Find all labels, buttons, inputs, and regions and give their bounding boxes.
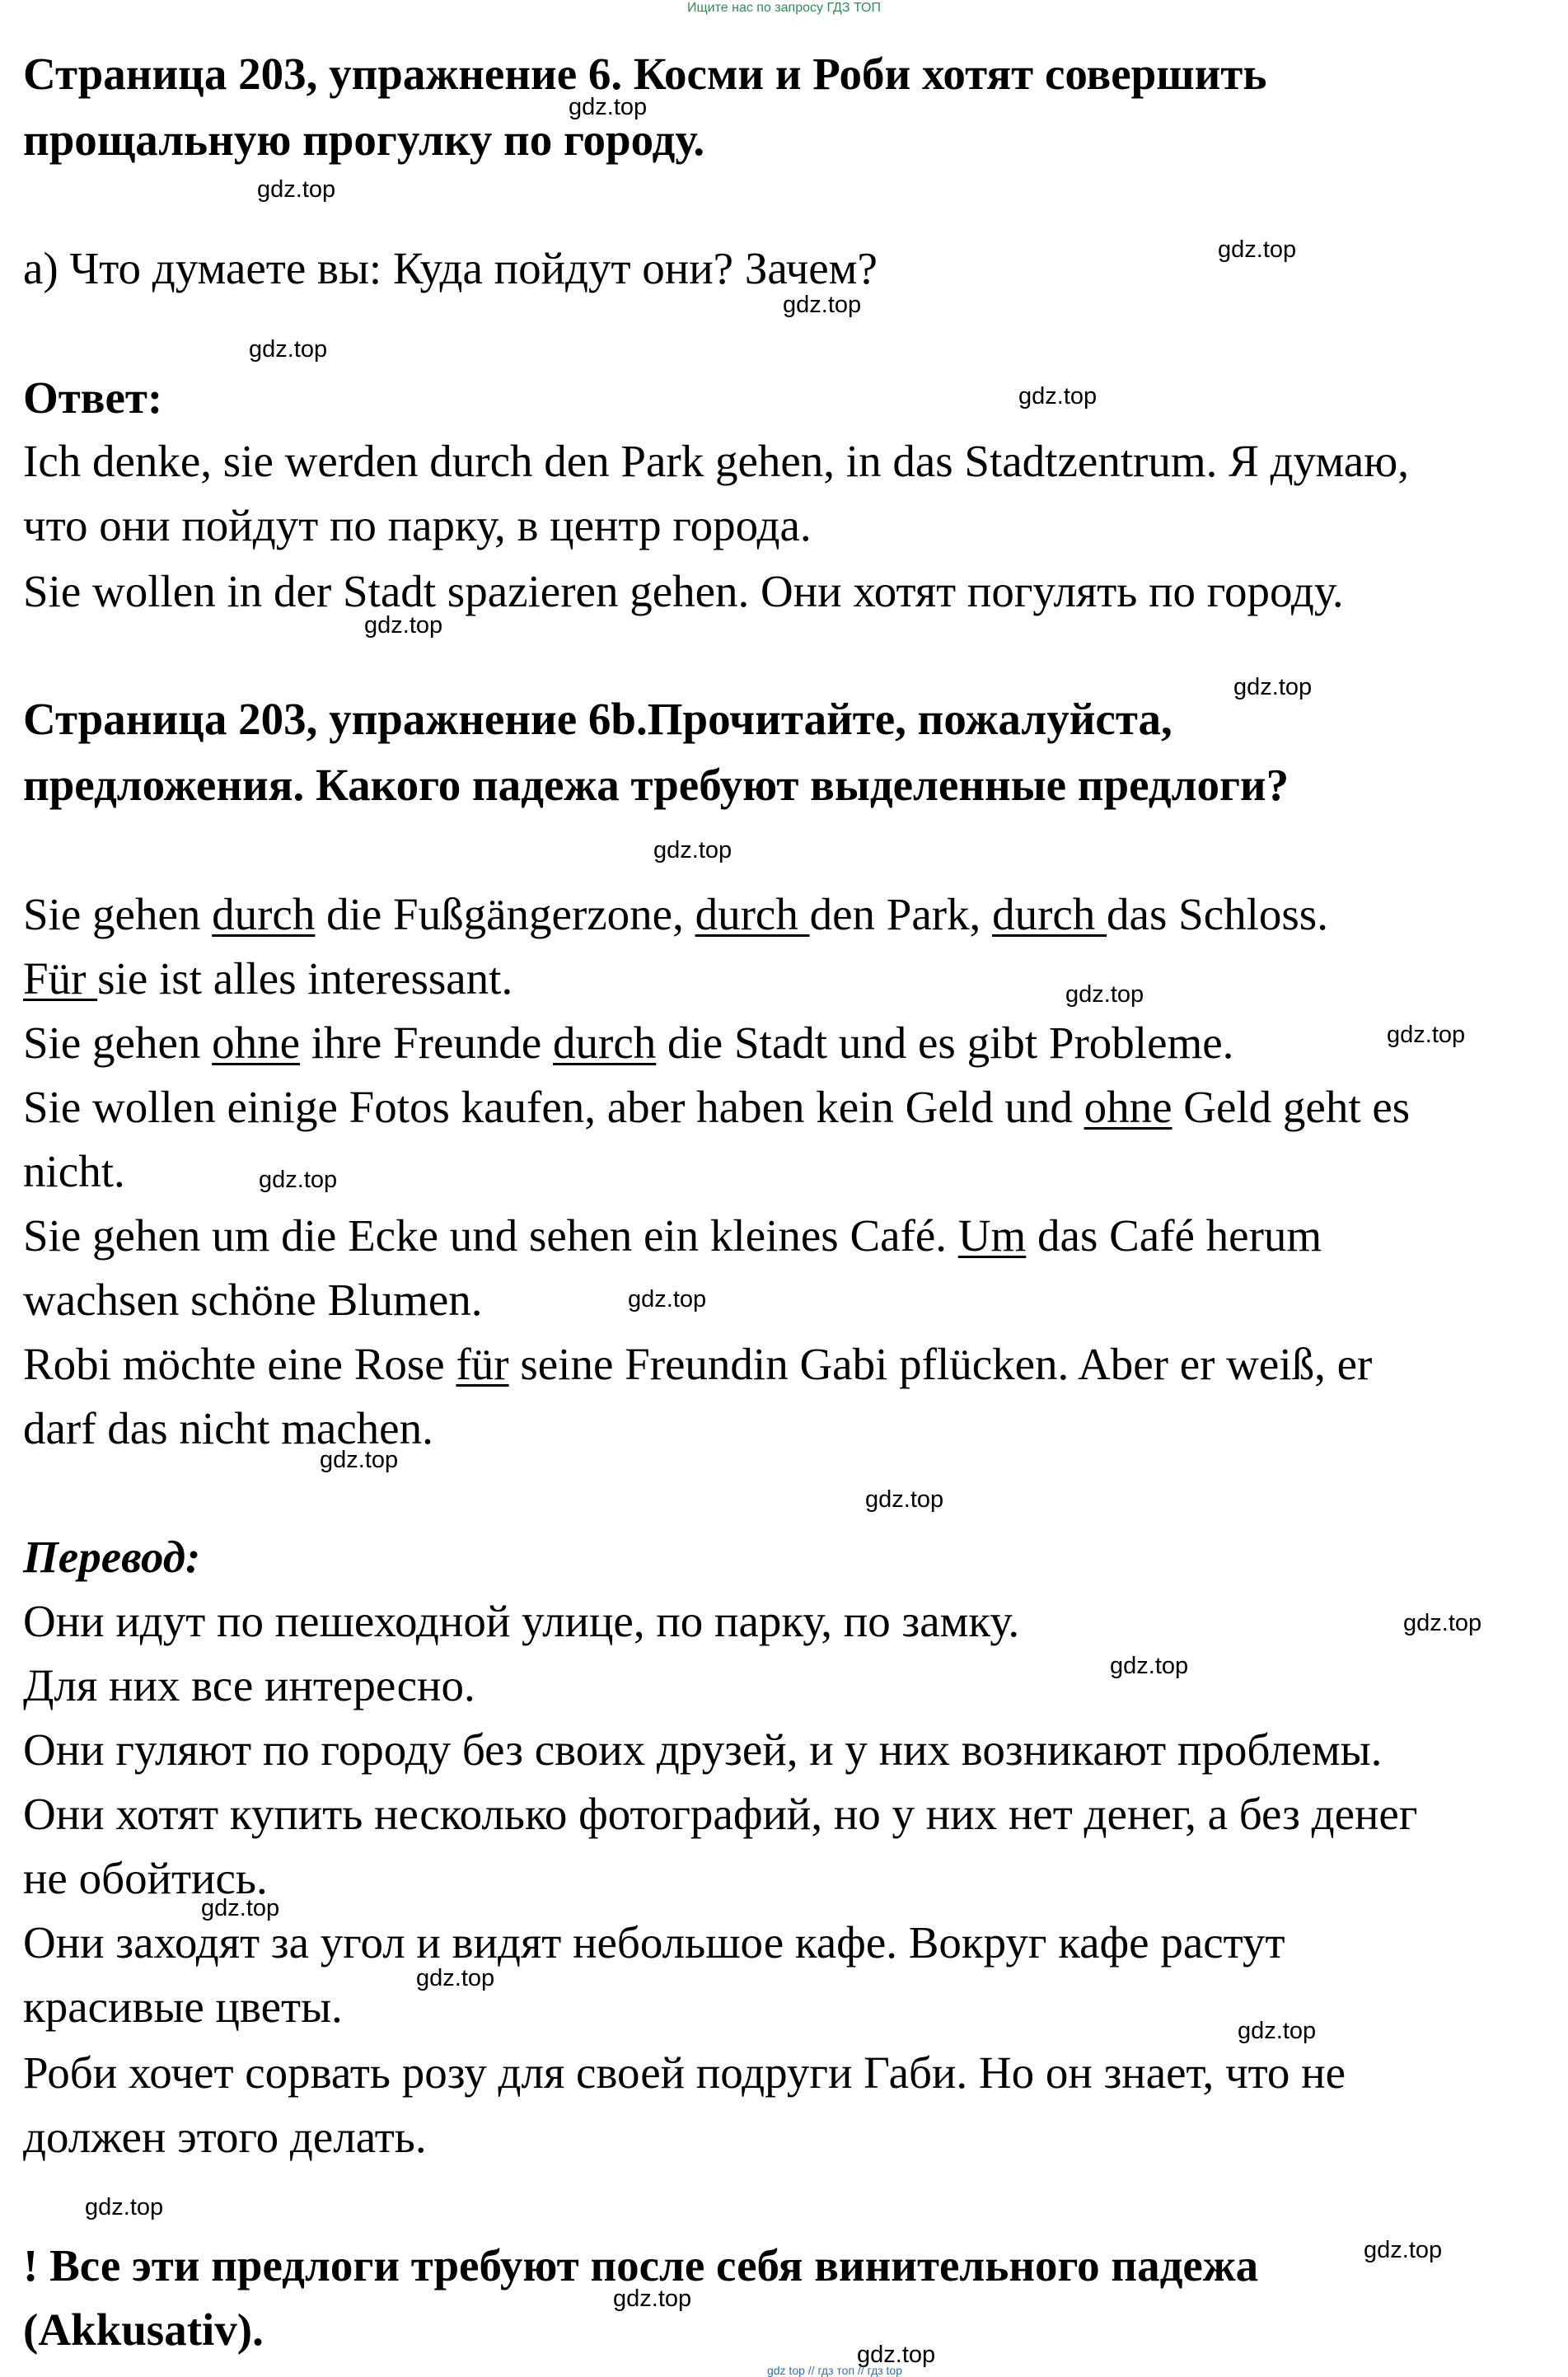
watermark: gdz.top [1364, 2237, 1443, 2263]
watermark: gdz.top [1238, 2018, 1317, 2044]
task2-title-cont: предложения. Какого падежа требуют выделенные предлоги? [23, 760, 1290, 810]
watermark: gdz.top [364, 612, 443, 639]
watermark: gdz.top [857, 2342, 936, 2368]
watermark: gdz.top [416, 1965, 495, 1991]
translation-line: не обойтись. [23, 1853, 268, 1903]
sentence-text: den Park, [809, 889, 993, 939]
footer-links[interactable]: gdz top // гдз топ // гдз top [766, 2364, 903, 2377]
watermark: gdz.top [249, 336, 328, 363]
answer-label: Ответ: [23, 372, 163, 423]
watermark: gdz.top [1065, 981, 1144, 1008]
sentence-5 [23, 1210, 1322, 1261]
preposition-highlight: durch [212, 889, 316, 939]
sentence-4-cont: nicht. [23, 1146, 125, 1196]
watermark: gdz.top [1018, 383, 1098, 409]
watermark: gdz.top [628, 1286, 707, 1312]
sentence-6 [23, 1341, 1372, 1387]
watermark: gdz.top [259, 1167, 338, 1193]
sentence-text: das Café herum [1026, 1210, 1322, 1261]
sentence-text: Robi möchte eine Rose [23, 1339, 456, 1389]
case-note-cont: (Akkusativ). [23, 2304, 264, 2355]
task1-question: а) Что думаете вы: Куда пойдут они? Зачем? [23, 243, 878, 293]
watermark: gdz.top [257, 176, 336, 203]
watermark: gdz.top [1233, 674, 1313, 700]
sentence-text: Sie gehen [23, 1018, 213, 1068]
translation-line: красивые цветы. [23, 1982, 343, 2032]
sentence-4 [23, 1084, 1410, 1130]
preposition-highlight: Für [23, 953, 98, 1004]
preposition-highlight: durch [553, 1018, 657, 1068]
sentence-text: seine Freundin Gabi pflücken. Aber er weiß, er [508, 1339, 1373, 1389]
sentence-text: Geld geht es [1172, 1082, 1411, 1132]
watermark: gdz.top [320, 1447, 399, 1473]
watermark: gdz.top [783, 292, 862, 318]
watermark: gdz.top [201, 1895, 280, 1921]
sentence-1 [23, 891, 1328, 937]
preposition-highlight: durch [695, 889, 810, 939]
sentence-text: die Stadt und es gibt Probleme. [656, 1018, 1234, 1068]
answer-line: Ich denke, sie werden durch den Park gehen, in das Stadtzentrum. Я думаю, [23, 436, 1410, 486]
answer-line: что они пойдут по парку, в центр города. [23, 500, 812, 550]
sentence-text: Sie gehen um die Ecke und sehen ein kleines Café. [23, 1210, 958, 1261]
sentence-6-cont: darf das nicht machen. [23, 1403, 433, 1453]
watermark: gdz.top [1110, 1653, 1189, 1679]
sentence-text: die Fußgängerzone, [315, 889, 695, 939]
preposition-highlight: durch [992, 889, 1107, 939]
translation-line: Для них все интересно. [23, 1660, 475, 1710]
preposition-highlight: ohne [1084, 1082, 1172, 1132]
sentence-text: Sie gehen [23, 889, 213, 939]
sentence-2 [23, 953, 513, 1004]
watermark: gdz.top [569, 94, 648, 120]
translation-line: Роби хочет сорвать розу для своей подруги Габи. Но он знает, что не [23, 2047, 1346, 2098]
search-hint-link[interactable]: Ищите нас по запросу ГДЗ ТОП [687, 1, 881, 15]
translation-line: Они заходят за угол и видят небольшое кафе. Вокруг кафе растут [23, 1917, 1285, 1968]
sentence-text: ihre Freunde [300, 1018, 554, 1068]
translation-line: Они идут по пешеходной улице, по парку, по замку. [23, 1596, 1020, 1646]
watermark: gdz.top [865, 1486, 944, 1513]
task1-title: Страница 203, упражнение 6. Косми и Роби хотят совершить [23, 49, 1267, 99]
translation-label: Перевод: [23, 1532, 201, 1582]
preposition-highlight: Um [957, 1210, 1027, 1261]
preposition-highlight: für [456, 1339, 509, 1389]
translation-line: Они хотят купить несколько фотографий, но у них нет денег, а без денег [23, 1789, 1418, 1839]
watermark: gdz.top [653, 837, 733, 863]
watermark: gdz.top [85, 2194, 164, 2220]
watermark: gdz.top [1218, 236, 1297, 263]
preposition-highlight: ohne [212, 1018, 301, 1068]
watermark: gdz.top [1403, 1610, 1482, 1636]
sentence-text: sie ist alles interessant. [97, 953, 513, 1004]
watermark: gdz.top [1387, 1022, 1466, 1048]
case-note: ! Все эти предлоги требуют после себя винительного падежа [23, 2240, 1259, 2290]
task2-title: Страница 203, упражнение 6b.Прочитайте, пожалуйста, [23, 694, 1172, 744]
sentence-text: das Schloss. [1107, 889, 1328, 939]
sentence-text: Sie wollen einige Fotos kaufen, aber haben kein Geld und [23, 1082, 1084, 1132]
sentence-3 [23, 1018, 1234, 1068]
task1-title-cont: прощальную прогулку по городу. [23, 115, 705, 165]
translation-line: Они гуляют по городу без своих друзей, и у них возникают проблемы. [23, 1724, 1383, 1775]
watermark: gdz.top [613, 2286, 692, 2312]
sentence-5-cont: wachsen schöne Blumen. [23, 1275, 483, 1325]
answer-line: Sie wollen in der Stadt spazieren gehen. Они хотят погулять по городу. [23, 566, 1344, 616]
translation-line: должен этого делать. [23, 2112, 427, 2162]
